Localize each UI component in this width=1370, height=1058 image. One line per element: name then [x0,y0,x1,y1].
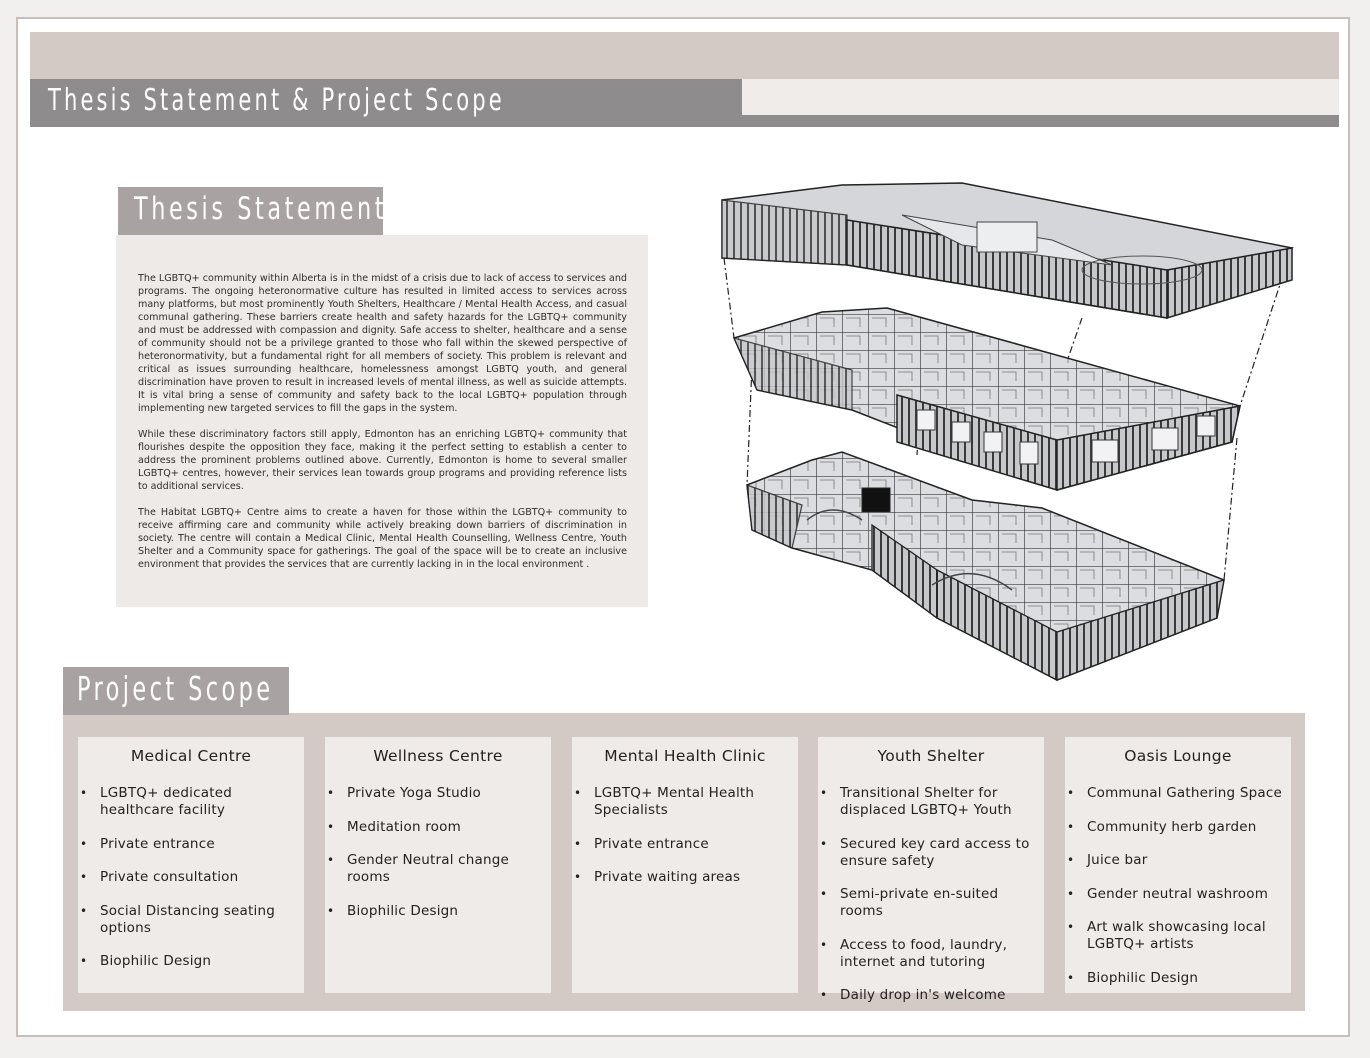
card-list [840,785,1038,1021]
list-item: • Biophilic Design [347,903,545,920]
list-item: • Semi-private en-suited rooms [840,886,1038,920]
card-medical-centre [78,737,304,993]
list-item: • Private entrance [594,836,792,853]
card-title: Medical Centre [130,747,252,765]
list-item: • Private waiting areas [594,869,792,886]
title-accent-strip [742,115,1339,127]
list-item: • Private entrance [100,836,298,853]
list-item: • Art walk showcasing local LGBTQ+ artists [1087,919,1285,953]
list-item: • Access to food, laundry, internet and tutoring [840,937,1038,971]
list-item: • Social Distancing seating options [100,903,298,937]
thesis-paragraph: The Habitat LGBTQ+ Centre aims to create a haven for those within the LGBTQ+ community to receive affirming care and community while actively breaking down barriers of discrimination in society. The centre will contain a Medical Clinic, Mental Health Counselling, Wellness Centre, Youth Shelter and a Community space for gatherings. The goal of the space will be to create an inclusive environment that provides the services that are currently lacking in in the local environment . [138,507,627,570]
top-band [30,32,1339,79]
list-item: • Private Yoga Studio [347,785,545,802]
list-item: • Daily drop in's welcome [840,987,1038,1004]
list-item: • LGBTQ+ Mental Health Specialists [594,785,792,819]
list-item: • Biophilic Design [100,953,298,970]
card-list [594,785,792,903]
card-list [100,785,298,987]
thesis-box [116,235,648,607]
list-item: • Biophilic Design [1087,970,1285,987]
page-title: Thesis Statement & Project Scope [48,83,505,118]
card-list [347,785,545,936]
list-item: • Transitional Shelter for displaced LGBTQ+ Youth [840,785,1038,819]
list-item: • Juice bar [1087,852,1285,869]
list-item: • Secured key card access to ensure safety [840,836,1038,870]
title-bar [30,79,742,127]
list-item: • Private consultation [100,869,298,886]
list-item: • Gender Neutral change rooms [347,852,545,886]
card-list [1087,785,1285,1003]
title-accent-light [742,79,1339,115]
card-title: Oasis Lounge [1124,747,1232,765]
card-title: Mental Health Clinic [604,747,766,765]
exploded-axonometric-diagram [712,170,1302,690]
list-item: • LGBTQ+ dedicated healthcare facility [100,785,298,819]
upper-floor [722,183,1292,318]
list-item: • Community herb garden [1087,819,1285,836]
thesis-label [118,187,388,235]
lower-floor [747,452,1224,680]
list-item: • Gender neutral washroom [1087,886,1285,903]
card-title: Youth Shelter [877,747,985,765]
thesis-heading: Thesis Statement [134,191,388,227]
scope-heading: Project Scope [77,669,274,708]
card-oasis-lounge [1065,737,1291,993]
thesis-paragraph: While these discriminatory factors still apply, Edmonton has an enriching LGBTQ+ community that flourishes despite the opposition they face, making it the perfect setting to establish a center to address the prominent problems outlined above. Currently, Edmonton is home to several smaller LGBTQ+ centres, however, their services lean towards group programs and providing reference lists to additional services. [138,429,627,492]
list-item: • Communal Gathering Space [1087,785,1285,802]
thesis-text [138,272,627,584]
card-youth-shelter [818,737,1044,1003]
card-mental-health-clinic [572,737,798,993]
card-wellness-centre [325,737,551,993]
list-item: • Meditation room [347,819,545,836]
card-title: Wellness Centre [373,747,503,765]
scope-label [63,667,289,715]
thesis-paragraph: The LGBTQ+ community within Alberta is in the midst of a crisis due to lack of access to services and programs. The ongoing heteronormative culture has resulted in limited access to services across many platforms, but most prominently Youth Shelters, Healthcare / Mental Health Access, and casual communal gathering. These barriers create health and safety hazards for the LGBTQ+ community and must be addressed with compassion and dignity. Safe access to shelter, healthcare and a sense of community should not be a privilege granted to those who fall within the skewed perspective of heteronormativity, but a fundamental right for all members of society. This problem is relevant and critical as issues surrounding healthcare, homelessness amongst LGBTQ youth, and general discrimination have proven to result in increased levels of mental illness, as well as suicide attempts. It is vital bring a sense of community and safety back to the local LGBTQ+ population through implementing new targeted services to fill the gaps in the system. [138,273,627,414]
